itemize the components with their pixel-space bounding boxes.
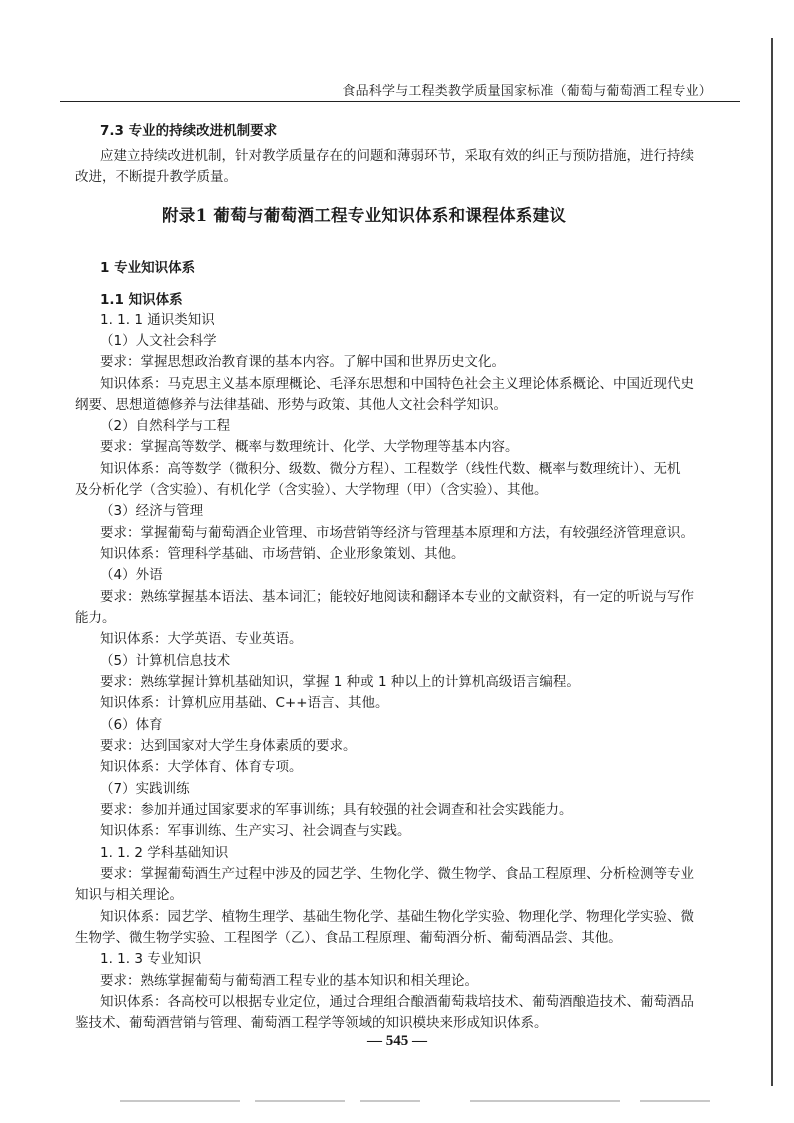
body-line: 知识体系：各高校可以根据专业定位，通过合理组合酿酒葡萄栽培技术、葡萄酒酿造技术、葡萄酒品 [100, 994, 694, 1010]
body-line: （7）实践训练 [100, 781, 190, 797]
body-line: 知识体系：马克思主义基本原理概论、毛泽东思想和中国特色社会主义理论体系概论、中国近现代史 [100, 376, 694, 392]
section-7-3-paragraph-line-2: 改进，不断提升教学质量。 [75, 169, 237, 185]
appendix-title: 附录1 葡萄与葡萄酒工程专业知识体系和课程体系建议 [162, 206, 567, 225]
section-1-heading: 1 专业知识体系 [100, 260, 196, 276]
running-header [60, 72, 740, 102]
body-line: （1）人文社会科学 [100, 333, 217, 349]
body-line: 要求：熟练掌握基本语法、基本词汇；能较好地阅读和翻译本专业的文献资料，有一定的听说与写作 [100, 589, 694, 605]
body-line: 知识体系：高等数学（微积分、级数、微分方程）、工程数学（线性代数、概率与数理统计）、无机 [100, 461, 681, 477]
scan-noise-mark [120, 1100, 240, 1102]
scan-noise-mark [255, 1100, 345, 1102]
body-line: （5）计算机信息技术 [100, 653, 231, 669]
subsection-1-1-heading: 1.1 知识体系 [100, 292, 183, 308]
body-line: 要求：熟练掌握计算机基础知识，掌握 1 种或 1 种以上的计算机高级语言编程。 [100, 674, 580, 690]
body-line: 知识体系：管理科学基础、市场营销、企业形象策划、其他。 [100, 546, 465, 562]
scan-noise-mark [640, 1100, 710, 1102]
body-line: 知识体系：大学英语、专业英语。 [100, 631, 303, 647]
body-line: 要求：掌握葡萄酒生产过程中涉及的园艺学、生物化学、微生物学、食品工程原理、分析检测等专业 [100, 866, 694, 882]
body-line: 要求：掌握葡萄与葡萄酒企业管理、市场营销等经济与管理基本原理和方法，有较强经济管理意识。 [100, 525, 694, 541]
body-line: 能力。 [75, 610, 116, 626]
scan-noise-mark [470, 1100, 620, 1102]
body-line: 及分析化学（含实验）、有机化学（含实验）、大学物理（甲）（含实验）、其他。 [75, 482, 548, 498]
body-line: 知识体系：大学体育、体育专项。 [100, 759, 303, 775]
subsection-1-1-1-heading: 1. 1. 1 通识类知识 [100, 312, 215, 328]
body-line: （2）自然科学与工程 [100, 418, 231, 434]
body-line: 知识体系：军事训练、生产实习、社会调查与实践。 [100, 823, 411, 839]
body-line: （4）外语 [100, 567, 163, 583]
body-line: 纲要、思想道德修养与法律基础、形势与政策、其他人文社会科学知识。 [75, 397, 507, 413]
body-line: 知识体系：计算机应用基础、C++语言、其他。 [100, 695, 389, 711]
body-line: 要求：掌握思想政治教育课的基本内容。了解中国和世界历史文化。 [100, 354, 505, 370]
scan-noise-mark [360, 1100, 420, 1102]
body-line: 要求：掌握高等数学、概率与数理统计、化学、大学物理等基本内容。 [100, 439, 519, 455]
body-line: （3）经济与管理 [100, 503, 204, 519]
body-line: 生物学、微生物学实验、工程图学（乙）、食品工程原理、葡萄酒分析、葡萄酒品尝、其他。 [75, 930, 622, 946]
body-line: 1. 1. 3 专业知识 [100, 951, 202, 967]
body-line: 要求：参加并通过国家要求的军事训练；具有较强的社会调查和社会实践能力。 [100, 802, 573, 818]
body-line: 要求：达到国家对大学生身体素质的要求。 [100, 738, 357, 754]
page-number: — 545 — [367, 1033, 427, 1049]
section-7-3-paragraph-line-1: 应建立持续改进机制，针对教学质量存在的问题和薄弱环节，采取有效的纠正与预防措施，进行持续 [100, 148, 694, 164]
body-line: 鉴技术、葡萄酒营销与管理、葡萄酒工程学等领域的知识模块来形成知识体系。 [75, 1015, 548, 1031]
body-line: 要求：熟练掌握葡萄与葡萄酒工程专业的基本知识和相关理论。 [100, 973, 478, 989]
running-header-title: 食品科学与工程类教学质量国家标准（葡萄与葡萄酒工程专业） [342, 84, 712, 99]
section-7-3-heading: 7.3 专业的持续改进机制要求 [100, 123, 278, 139]
body-line: 知识体系：园艺学、植物生理学、基础生物化学、基础生物化学实验、物理化学、物理化学实验、微 [100, 909, 694, 925]
body-line: 知识与相关理论。 [75, 887, 183, 903]
body-line: （6）体育 [100, 717, 163, 733]
scan-edge-rule [771, 38, 773, 1086]
body-line: 1. 1. 2 学科基础知识 [100, 845, 229, 861]
